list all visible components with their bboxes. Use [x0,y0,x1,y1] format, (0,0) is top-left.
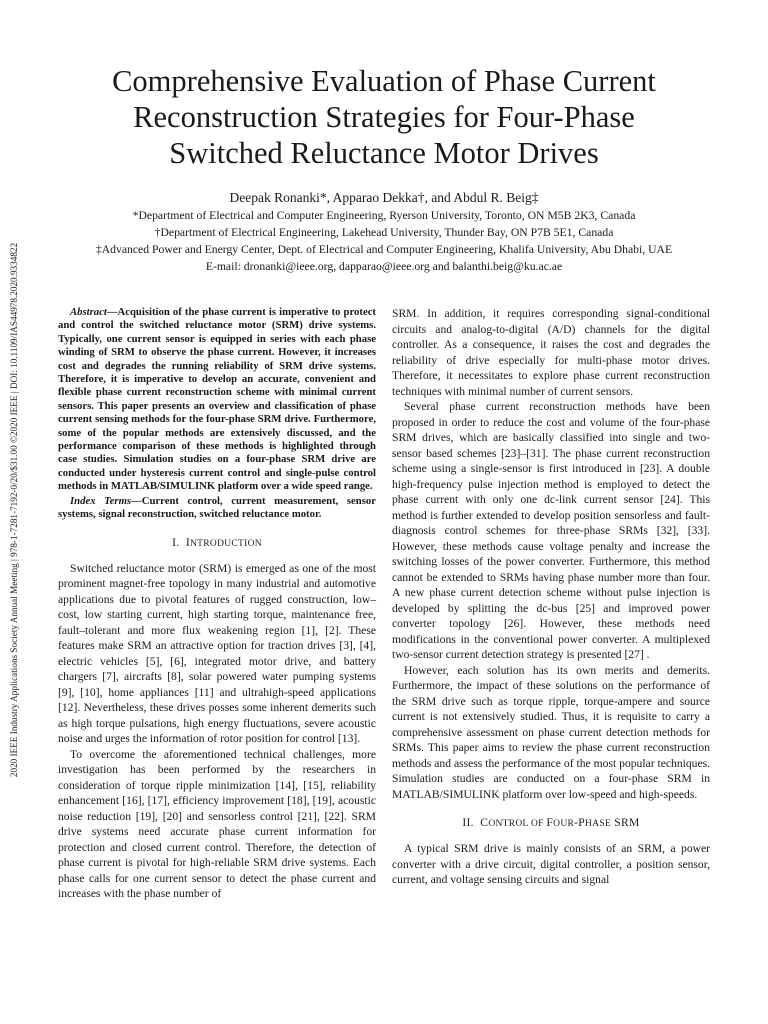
abstract-label: Abstract— [70,306,118,318]
index-terms [58,495,376,522]
contact-email: E-mail: dronanki@ieee.org, dapparao@ieee.org and balanthi.beig@ku.ac.ae [205,260,563,273]
body-paragraph: Switched reluctance motor (SRM) is emerged as one of the most prominent magnet-free topology in many industrial and automotive applications due to pivotal features of rugged construction, low–cost, low starting current, high starting torque, maintenance free, fault–tolerant and more flux weakening region [1], [2]. These features make SRM an attractive option for traction drives [3], [4], electric vehicles [5], [6], integrated motor drive, and battery chargers [7], aircrafts [8], solar powered water pumping systems [9], [10], home appliances [11] and ultrahigh-speed applications [12]. Nevertheless, these drives posses some inherent demerits such as high torque pulsations, high energy fluctuations, severe acoustic noise and urges the information of rotor position for control [13]. [58,561,376,745]
paper-title [60,63,708,171]
index-terms-label: Index Terms— [70,494,142,507]
affiliation-3: ‡Advanced Power and Energy Center, Dept. of Electrical and Computer Engineering, Khalifa University, Abu Dhabi, UAE [95,243,673,256]
section-heading-control: II. CONTROL OF FOUR-PHASE SRM [462,816,640,829]
abstract-text: Acquisition of the phase current is imperative to protect and control the switched reluctance motor (SRM) drive systems. Typically, one current sensor is equipped in series with each phase winding of SRM to observe the phase current. However, it increases cost and degrades the running reliability of SRM drive systems. Therefore, it is imperative to develop an accurate, convenient and flexible phase current reconstruction scheme with minimal current sensors. This paper presents an overview and classification of phase current sensing methods for the four-phase SRM drive. Furthermore, some of the popular methods are extensively discussed, and the performance comparison of these methods is highlighted through case studies. Simulation studies on a four-phase SRM drive are conducted under hysteresis current control and single-pulse control methods in MATLAB/SIMULINK platform over a wide speed range. [58,306,376,493]
body-paragraph: However, each solution has its own merits and demerits. Furthermore, the impact of these solutions on the performance of the SRM drive such as torque ripple, torque-ampere and source current is not extensively studied. Thus, it is requisite to carry a comprehensive assessment on phase current detection methods for SRMs. This paper aims to review the phase current reconstruction methods and assess the performance of the most popular techniques. Simulation studies are conducted on a four-phase SRM in MATLAB/SIMULINK platform over low-speed and high-speeds. [392,663,710,801]
body-paragraph: A typical SRM drive is mainly consists of an SRM, a power converter with a drive circuit, digital controller, a position sensor, current, and voltage sensing circuits and signal [392,842,710,886]
abstract-paragraph [58,306,376,494]
affiliation-2: †Department of Electrical Engineering, Lakehead University, Thunder Bay, ON P7B 5E1, Canada [154,226,614,239]
index-terms-text: Current control, current measurement, sensor systems, signal reconstruction, switched reluctance motor. [58,494,376,521]
affiliations [40,207,728,275]
title-line: Reconstruction Strategies for Four-Phase [133,100,635,134]
right-column [392,306,710,888]
section-heading-introduction: I. INTRODUCTION [172,535,262,549]
affiliation-1: *Department of Electrical and Computer Engineering, Ryerson University, Toronto, ON M5B 2K3, Canada [132,209,636,222]
body-paragraph: To overcome the aforementioned technical challenges, more investigation has been performed by the researchers in consideration of torque ripple minimization [14], [15], reliability enhancement [16], [17], efficiency improvement [18], [19], acoustic noise reduction [19], [20] and sensorless control [21], [22]. SRM drive systems need accurate phase current information for protection and closed current control. Therefore, the detection of phase current is pivotal for high-reliable SRM drive systems. Each phase calls for one current sensor to detect the phase current and increases with the phase number of [58,747,376,900]
title-line: Comprehensive Evaluation of Phase Current [112,64,656,98]
title-line: Switched Reluctance Motor Drives [169,136,599,170]
abstract [58,306,376,522]
doi-sidebar-text: 2020 IEEE Industry Applications Society Annual Meeting | 978-1-7281-7192-0/20/$31.00 ©2020 IEEE | DOI: 10.1109/IAS44978.2020.9334822 [9,242,19,778]
doi-sidebar [5,210,23,810]
body-paragraph: Several phase current reconstruction methods have been proposed in order to reduce the cost and volume of the four-phase SRM drives, which are basically classified into single and two-sensor based schemes [23]–[31]. The phase current reconstruction scheme using a single-sensor is first introduced in [23]. A double high-frequency pulse injection method is employed to detect the phase current with only one dc-link current sensor [24]. This method is further extended to develop position sensorless and fault-diagnosis control schemes for three-phase SRMs [32], [33]. However, these methods cause voltage penalty and increase the switching losses of the power converter. Furthermore, this method cannot be extended to SRMs having phase number more than four. A new phase current detection scheme without pulse injection is developed by splitting the dc-bus [25] and improved power converter topology [26]. However, these methods need modifications in the conventional power converter. A multiplexed two-sensor current detection strategy is presented [27] . [392,400,710,661]
body-paragraph: SRM. In addition, it requires corresponding signal-conditional circuits and analog-to-digital (A/D) channels for the digital controller. As a consequence, it raises the cost and degrades the reliability of drive especially for multi-phase motor drives. Therefore, it necessitates to explore phase current reconstruction techniques with minimal number of current sensors. [392,307,710,398]
left-column [58,306,376,902]
author-list: Deepak Ronanki*, Apparao Dekka†, and Abdul R. Beig‡ [229,190,539,205]
